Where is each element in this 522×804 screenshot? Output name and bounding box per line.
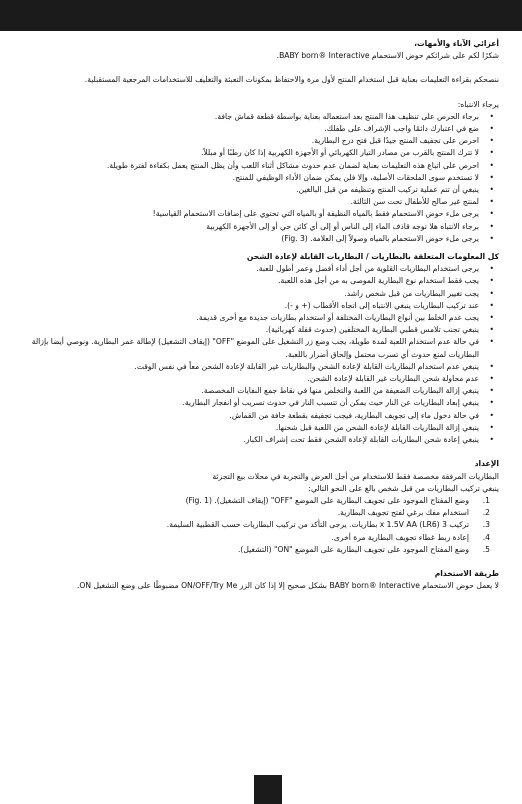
- battery-heading: كل المعلومات المتعلقة بالبطاريات / البطاريات القابلة لإعادة الشحن: [246, 252, 499, 262]
- list-item: • ضع في اعتبارك دائمًا واجب الإشراف على طفلك.: [25, 123, 499, 135]
- step-number: 4.: [482, 532, 490, 542]
- list-item: • يجب فقط استخدام نوع البطارية الموصى به من أجل هذه اللعبة.: [25, 275, 499, 287]
- list-item: • ينبغي إبعاد البطاريات عن النار حيث يمكن أن تتسبب النار في حدوث تسريب أو انفجار البطارية.: [25, 397, 499, 409]
- setup-intro: ينبغي تركيب البطاريات من قبل شخص بالغ على النحو التالي:: [308, 483, 499, 493]
- step-number: 3.: [482, 520, 490, 530]
- list-item: • برجاء الانتباه هلا توجه قاذف الماء إلى الناس أو إلى أي كائن حي أو إلى الأجهزة الكهربية: [25, 221, 499, 233]
- setup-steps: [25, 495, 499, 556]
- header-bar: [0, 0, 522, 31]
- list-item: • يجب عدم الخلط بين أنواع البطاريات المختلفة أو استخدام بطاريات جديدة مع أخرى قديمة.: [25, 312, 499, 324]
- advice-text: ننصحكم بقراءة التعليمات بعناية قبل استخدام المنتج لأول مرة والاحتفاظ بمكونات التعبئة والتغليف للاستخدامات المرجعية المستقبلية.: [84, 75, 499, 85]
- greeting: أعزائي الآباء والأمهات،: [414, 39, 499, 48]
- list-item: • ينبغي أن تتم عملية تركيب المنتج وتنظيفه من قبل البالغين.: [25, 184, 499, 196]
- list-item: • عدم محاولة شحن البطاريات غير القابلة لإعادة الشحن.: [25, 373, 499, 385]
- list-item: • يجب تغيير البطاريات من قبل شخص راشد.: [25, 288, 499, 300]
- list-item: • في حالة دخول ماء إلى تجويف البطارية، فيجب تجفيفه بقطعة جافة من القماش.: [25, 410, 499, 422]
- thanks-text: شكرًا لكم على شرائكم حوض الاستحمام BABY born® Interactive.: [276, 51, 499, 61]
- step-number: 2.: [482, 508, 490, 518]
- usage-heading: طريقة الاستخدام: [434, 568, 499, 578]
- list-item: • ينبغي إزالة البطاريات القابلة لإعادة الشحن من اللعبة قبل شحنها.: [25, 422, 499, 434]
- caution-list: [25, 111, 499, 245]
- instruction-page: [25, 38, 499, 592]
- step-number: 1.: [482, 495, 490, 505]
- battery-list: [25, 263, 499, 446]
- step-item: [25, 495, 499, 507]
- page-number-tab: [254, 775, 282, 804]
- step-text: إعادة ربط غطاء تجويف البطارية مرة أخرى.: [331, 532, 469, 542]
- list-item: • احرص على اتباع هذه التعليمات بعناية لضمان عدم حدوث مشاكل أثناء اللعب وأن يظل المنتج يعمل بكفاءة لفترة طويلة.: [25, 160, 499, 172]
- list-item: • ينبغي إعادة شحن البطاريات القابلة لإعادة الشحن فقط تحت إشراف الكبار.: [25, 434, 499, 446]
- step-number: 5.: [482, 544, 490, 554]
- step-item: [25, 544, 499, 556]
- list-item: • في حالة عدم استخدام اللعبة لمدة طويلة، يجب وضع زر التشغيل على الموضع "OFF" (إيقاف التشغيل) لإطالة عمر البطارية. ونوصي أيضا بإزالة البطاريات لمنع حدوث أي تسرب محتمل وإلحاق أضرار باللعبة.: [25, 336, 499, 360]
- list-item: • ينبغي إزالة البطاريات الضعيفة من اللعبة والتخلص منها في نقاط جمع النفايات المخصصة.: [25, 385, 499, 397]
- list-item: • احرص على تجفيف المنتج جيدًا قبل فتح درج البطارية.: [25, 135, 499, 147]
- list-item: • عند تركيب البطاريات ينبغي الانتباه إلى اتجاه الأقطاب (+ و -).: [25, 300, 499, 312]
- usage-text: لا يعمل حوض الاستحمام BABY born® Interactive بشكل صحيح إلا إذا كان الزر ON/OFF/Try Me مضبوطًا على وضع التشغيل ON.: [76, 581, 499, 591]
- list-item: • يرجى استخدام البطاريات القلوية من أجل أداء أفضل وعمر أطول للعبة.: [25, 263, 499, 275]
- setup-note: البطاريات المرفقة مخصصة فقط للاستخدام من أجل العرض والتجربة في محلات بيع التجزئة: [212, 471, 499, 481]
- list-item: • لمنتج غير صالح للأطفال تحت سن الثالثة.: [25, 196, 499, 208]
- step-text: تركيب 3 x 1.5V AA (LR6) بطاريات. يرجى التأكد من تركيب البطاريات حسب القطبية السليمة.: [166, 520, 469, 530]
- step-text: استخدام مفك برغي لفتح تجويف البطارية.: [337, 508, 469, 518]
- list-item: • لا تستخدم سوى الملحقات الأصلية، وإلا فلن يمكن ضمان الأداء الوظيفي للمنتج.: [25, 172, 499, 184]
- list-item: • يرجى ملء حوض الاستحمام فقط بالمياه النظيفة أو بالمياه التي تحتوي على إضافات الاستحمام القياسية!: [25, 208, 499, 220]
- setup-heading: الإعداد: [474, 459, 499, 469]
- step-item: [25, 532, 499, 544]
- step-item: [25, 519, 499, 531]
- step-text: وضع المفتاح الموجود على تجويف البطارية على الموضع "ON" (التشغيل).: [238, 544, 469, 554]
- step-text: وضع المفتاح الموجود على تجويف البطارية على الموضع "OFF" (إيقاف التشغيل). (Fig. 1): [185, 495, 469, 505]
- step-item: [25, 507, 499, 519]
- list-item: • لا تترك المنتج بالقرب من مصادر التيار الكهربائي أو الأجهزة الكهربية إذا كان رطبًا أو مبللاً.: [25, 147, 499, 159]
- caution-heading: يرجاء الانتباه:: [457, 99, 499, 109]
- list-item: • برجاء الحرص على تنظيف هذا المنتج بعد استعماله بعناية بواسطة قطعة قماش جافة.: [25, 111, 499, 123]
- list-item: • ينبغي عدم استخدام البطاريات القابلة لإعادة الشحن والبطاريات غير القابلة لإعادة الشحن معاً في نفس الوقت.: [25, 361, 499, 373]
- list-item: • ينبغي تجنب تلامس قطبي البطارية المختلفين (حدوث قفلة كهربائية).: [25, 324, 499, 336]
- list-item: • يرجى ملء حوض الاستحمام بالمياه وصولاً إلى العلامة. (Fig. 3): [25, 233, 499, 245]
